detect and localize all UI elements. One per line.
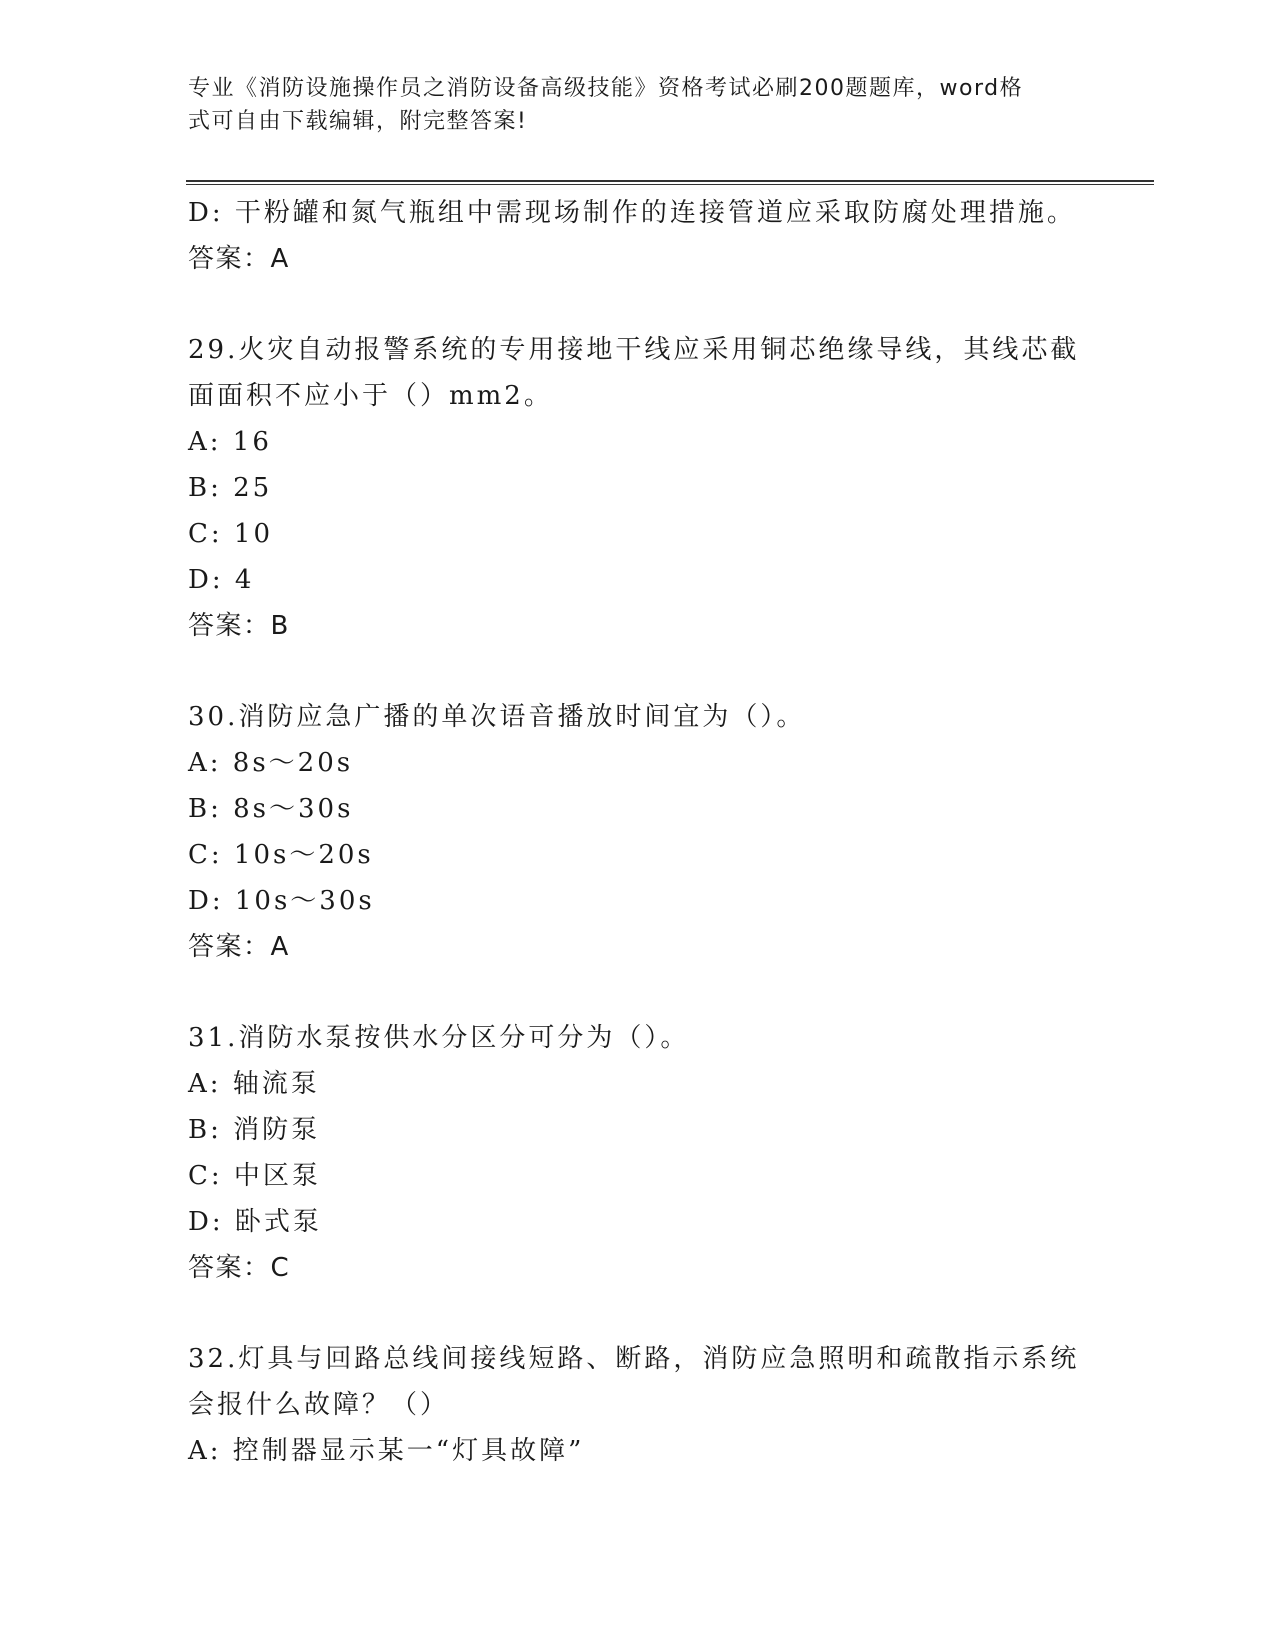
question-stem-line-2: 面面积不应小于（）mm2。 [188,381,553,411]
option-c: C: 中区泵 [188,1161,321,1191]
option-c: C: 10 [188,519,274,549]
header-line-1: 专业《消防设施操作员之消防设备高级技能》资格考试必刷200题题库，word格 [188,76,1024,101]
option-a: A: 轴流泵 [188,1069,320,1099]
option-b: B: 25 [188,473,273,503]
question-30 [188,694,1108,970]
question-29 [188,327,1108,649]
option-a: A: 控制器显示某一“灯具故障” [188,1436,585,1466]
option-d: D: 4 [188,565,255,595]
question-list [188,190,1108,1474]
option-b: B: 消防泵 [188,1115,321,1145]
question-stem-line-1: 29.火灾自动报警系统的专用接地干线应采用铜芯绝缘导线，其线芯截 [188,335,1080,365]
answer-line: 答案：A [188,244,290,274]
header-divider [186,180,1154,185]
question-stem-line-1: 31.消防水泵按供水分区分可分为（）。 [188,1023,690,1053]
question-28-tail [188,190,1108,282]
option-c: C: 10s～20s [188,840,374,870]
answer-line: 答案：B [188,611,290,641]
option-b: B: 8s～30s [188,794,354,824]
question-32 [188,1336,1108,1474]
option-d: D: 卧式泵 [188,1207,322,1237]
question-31 [188,1015,1108,1291]
header-line-2: 式可自由下载编辑，附完整答案! [188,109,528,134]
document-header [188,72,1088,138]
option-a: A: 16 [188,427,272,457]
answer-line: 答案：A [188,932,290,962]
question-stem-line-1: 30.消防应急广播的单次语音播放时间宜为（）。 [188,702,806,732]
option-d: D: 10s～30s [188,886,375,916]
answer-line: 答案：C [188,1253,291,1283]
option-d: D: 干粉罐和氮气瓶组中需现场制作的连接管道应采取防腐处理措施。 [188,198,1076,228]
question-stem-line-1: 32.灯具与回路总线间接线短路、断路，消防应急照明和疏散指示系统 [188,1344,1080,1374]
question-stem-line-2: 会报什么故障？（） [188,1390,450,1420]
option-a: A: 8s～20s [188,748,354,778]
